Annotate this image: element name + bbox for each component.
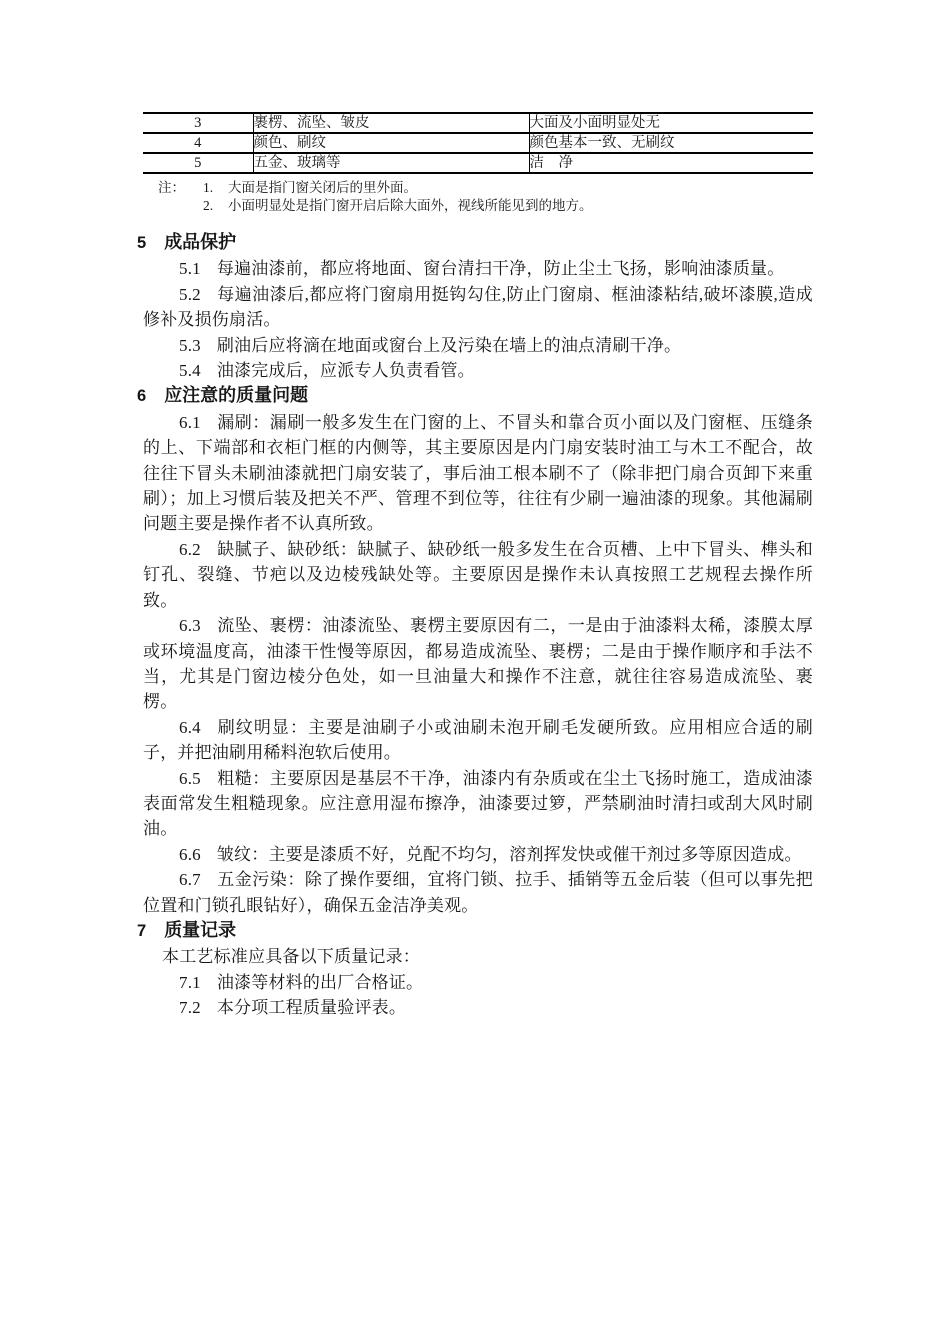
note-label: 注： bbox=[158, 180, 185, 195]
note-text: 小面明显处是指门窗开启后除大面外，视线所能见到的地方。 bbox=[228, 198, 593, 213]
item-paragraph-6-3 bbox=[143, 613, 813, 715]
item-paragraph-6-1 bbox=[143, 410, 813, 537]
table-row bbox=[143, 153, 813, 173]
item-number: 6.3 bbox=[179, 616, 201, 636]
item-number: 6.7 bbox=[179, 870, 201, 890]
item-paragraph-5-4 bbox=[143, 358, 813, 383]
item-paragraph-6-7 bbox=[143, 867, 813, 918]
item-paragraph-6-6 bbox=[143, 842, 813, 867]
item-number: 5.1 bbox=[179, 259, 201, 279]
section-title: 质量记录 bbox=[164, 919, 237, 940]
item-number: 5.4 bbox=[179, 361, 201, 381]
note-number: 2. bbox=[203, 198, 214, 213]
note-number: 1. bbox=[203, 180, 214, 195]
item-number: 7.1 bbox=[179, 972, 201, 992]
table-notes bbox=[158, 179, 813, 215]
item-number: 5.3 bbox=[179, 335, 201, 355]
note-line bbox=[158, 179, 813, 197]
section-6-heading bbox=[137, 383, 813, 409]
section-title: 应注意的质量问题 bbox=[164, 385, 309, 406]
item-text: 油漆等材料的出厂合格证。 bbox=[216, 972, 424, 992]
item-number: 6.4 bbox=[179, 717, 201, 737]
item-paragraph-5-2 bbox=[143, 282, 813, 333]
section-7-heading bbox=[137, 918, 813, 944]
table-row bbox=[143, 113, 813, 133]
item-text: 刷纹明显：主要是油刷子小或油刷未泡开刷毛发硬所致。应用相应合适的刷子，并把油刷用稀料泡软后使用。 bbox=[143, 717, 813, 763]
requirement-cell: 洁 净 bbox=[529, 155, 573, 171]
section-number: 6 bbox=[137, 387, 147, 406]
item-text: 五金污染：除了操作要细，宜将门锁、拉手、插销等五金后装（但可以事先把位置和门锁孔眼钻好），确保五金洁净美观。 bbox=[143, 870, 813, 915]
section-title: 成品保护 bbox=[164, 232, 237, 252]
item-text: 本分项工程质量验评表。 bbox=[216, 998, 407, 1018]
note-text: 大面是指门窗关闭后的里外面。 bbox=[228, 180, 417, 195]
item-number: 6.2 bbox=[179, 539, 201, 559]
item-paragraph-5-1 bbox=[143, 256, 813, 281]
item-number: 6.6 bbox=[179, 844, 201, 864]
item-text: 皱纹：主要是漆质不好，兑配不均匀，溶剂挥发快或催干剂过多等原因造成。 bbox=[216, 844, 802, 864]
item-text: 缺腻子、缺砂纸：缺腻子、缺砂纸一般多发生在合页槽、上中下冒头、榫头和钉孔、裂缝、节疤以及边棱残缺处等。主要原因是操作未认真按照工艺规程去操作所致。 bbox=[143, 539, 813, 610]
item-number: 6.5 bbox=[179, 768, 201, 788]
item-text: 漏刷：漏刷一般多发生在门窗的上、不冒头和靠合页小面以及门窗框、压缝条的上、下端部和衣柜门框的内侧等，其主要原因是内门扇安装时油工与木工不配合，故往往下冒头未刷油漆就把门扇安装了，事后油工根本刷不了（除非把门扇合页卸下来重刷）；加上习惯后装及把关不严、管理不到位等，往往有少刷一遍油漆的现象。其他漏刷问题主要是操作者不认真所致。 bbox=[143, 412, 813, 534]
row-number-cell: 5 bbox=[143, 153, 253, 173]
item-paragraph-6-5 bbox=[143, 766, 813, 842]
item-paragraph-6-4 bbox=[143, 715, 813, 766]
requirement-cell: 大面及小面明显处无 bbox=[529, 115, 660, 131]
quality-requirements-table bbox=[143, 112, 813, 174]
section-5-heading bbox=[137, 230, 813, 256]
item-text: 油漆完成后，应派专人负责看管。 bbox=[216, 361, 475, 381]
item-number: 7.2 bbox=[179, 998, 201, 1018]
item-paragraph-7-1 bbox=[143, 970, 813, 995]
item-paragraph-7-2 bbox=[143, 995, 813, 1020]
item-text: 每遍油漆前，都应将地面、窗台清扫干净，防止尘土飞扬，影响油漆质量。 bbox=[216, 259, 785, 279]
row-number-cell: 3 bbox=[143, 113, 253, 133]
table-row bbox=[143, 133, 813, 153]
item-text: 每遍油漆后,都应将门窗扇用挺钩勾住,防止门窗扇、框油漆粘结,破坏漆膜,造成修补及损伤扇活。 bbox=[143, 284, 813, 330]
item-text: 刷油后应将滴在地面或窗台上及污染在墙上的油点清刷干净。 bbox=[216, 335, 682, 355]
item-cell: 颜色、刷纹 bbox=[253, 133, 529, 153]
row-number-cell: 4 bbox=[143, 133, 253, 153]
section-7-intro: 本工艺标准应具备以下质量记录： bbox=[162, 947, 420, 967]
item-text: 粗糙：主要原因是基层不干净，油漆内有杂质或在尘土飞扬时施工，造成油漆表面常发生粗糙现象。应注意用湿布擦净，油漆要过箩，严禁刷油时清扫或刮大风时刷油。 bbox=[143, 768, 813, 839]
item-cell: 五金、玻璃等 bbox=[253, 153, 529, 173]
item-number: 6.1 bbox=[179, 412, 201, 432]
item-text: 流坠、裹楞：油漆流坠、裹楞主要原因有二，一是由于油漆料太稀，漆膜太厚或环境温度高，油漆干性慢等原因，都易造成流坠、裹楞；二是由于操作顺序和手法不当，尤其是门窗边棱分色处，如一旦油量大和操作不注意，就往往容易造成流坠、裹楞。 bbox=[143, 616, 813, 712]
note-label-spacer bbox=[158, 197, 203, 215]
section-number: 5 bbox=[137, 234, 147, 252]
item-paragraph-6-2 bbox=[143, 537, 813, 613]
requirement-cell: 颜色基本一致、无刷纹 bbox=[529, 135, 675, 151]
item-paragraph-5-3 bbox=[143, 333, 813, 358]
note-line bbox=[158, 197, 813, 215]
document-content bbox=[137, 112, 813, 1021]
item-number: 5.2 bbox=[179, 284, 201, 304]
item-cell: 裹楞、流坠、皱皮 bbox=[253, 113, 529, 133]
section-number: 7 bbox=[137, 921, 147, 940]
